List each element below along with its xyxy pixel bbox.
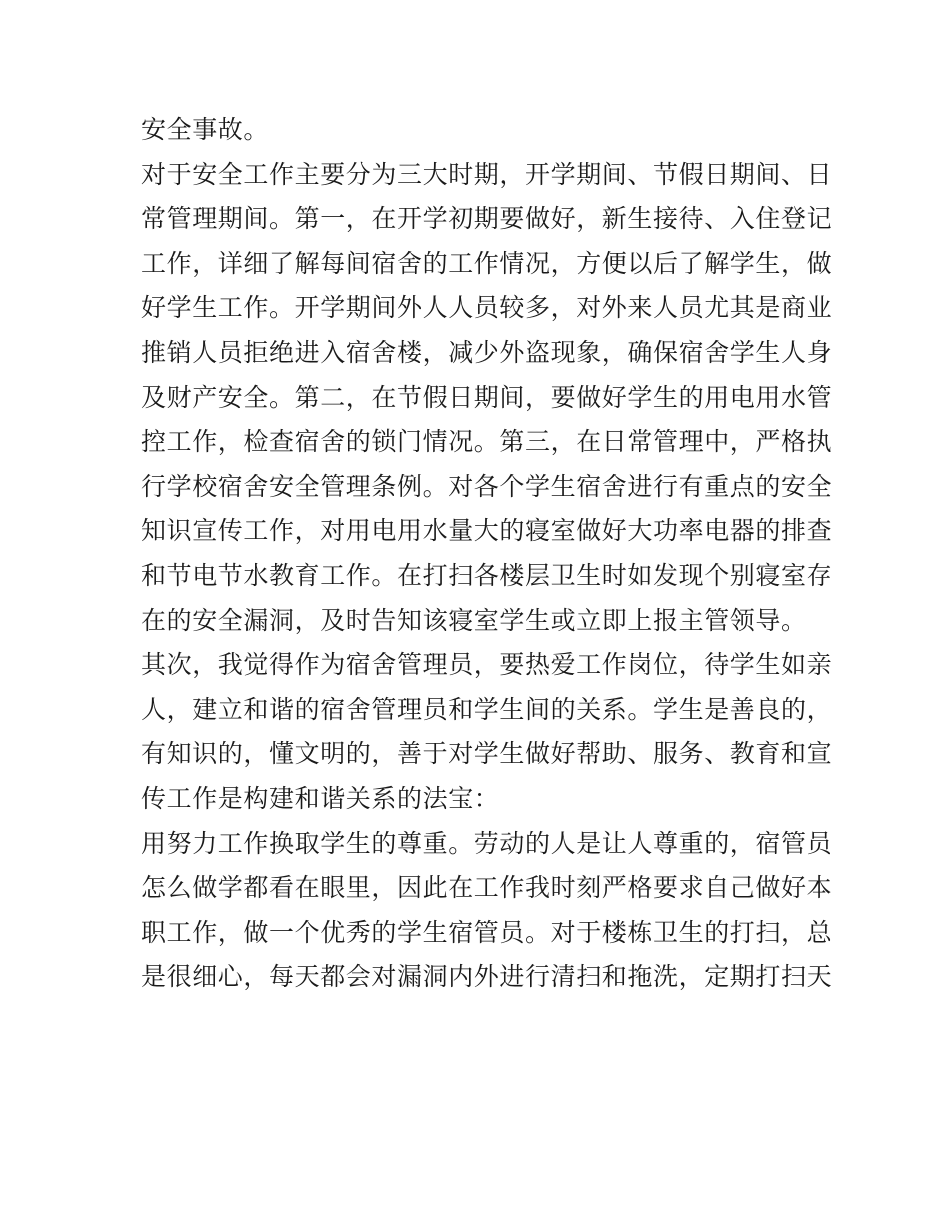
text-line: 用努力工作换取学生的尊重。劳动的人是让人尊重的，宿管员 — [141, 828, 833, 858]
text-line: 怎么做学都看在眼里，因此在工作我时刻严格要求自己做好本 — [141, 873, 833, 903]
text-line: 是很细心，每天都会对漏洞内外进行清扫和拖洗，定期打扫天 — [141, 962, 833, 992]
body-text — [141, 108, 833, 1000]
text-line: 和节电节水教育工作。在打扫各楼层卫生时如发现个别寝室存 — [141, 560, 833, 590]
text-line: 在的安全漏洞，及时告知该寝室学生或立即上报主管领导。 — [141, 605, 807, 635]
text-line: 安全事故。 — [141, 115, 270, 144]
text-line: 控工作，检查宿舍的锁门情况。第三，在日常管理中，严格执 — [141, 427, 833, 457]
text-line: 对于安全工作主要分为三大时期，开学期间、节假日期间、日 — [141, 159, 833, 189]
text-line: 工作，详细了解每间宿舍的工作情况，方便以后了解学生，做 — [141, 248, 833, 278]
text-line: 推销人员拒绝进入宿舍楼，减少外盗现象，确保宿舍学生人身 — [141, 337, 833, 367]
text-line: 传工作是构建和谐关系的法宝： — [141, 783, 500, 813]
text-line: 职工作，做一个优秀的学生宿管员。对于楼栋卫生的打扫，总 — [141, 917, 833, 947]
text-line: 知识宣传工作，对用电用水量大的寝室做好大功率电器的排查 — [141, 516, 833, 546]
text-line: 及财产安全。第二，在节假日期间，要做好学生的用电用水管 — [141, 382, 833, 412]
text-line: 有知识的，懂文明的，善于对学生做好帮助、服务、教育和宣 — [141, 739, 833, 769]
text-line: 行学校宿舍安全管理条例。对各个学生宿舍进行有重点的安全 — [141, 471, 833, 501]
text-line: 其次，我觉得作为宿舍管理员，要热爱工作岗位，待学生如亲 — [141, 650, 833, 680]
text-line: 好学生工作。开学期间外人人员较多，对外来人员尤其是商业 — [141, 293, 833, 323]
text-line: 常管理期间。第一，在开学初期要做好，新生接待、入住登记 — [141, 204, 833, 234]
text-line: 人，建立和谐的宿舍管理员和学生间的关系。学生是善良的， — [141, 694, 833, 724]
